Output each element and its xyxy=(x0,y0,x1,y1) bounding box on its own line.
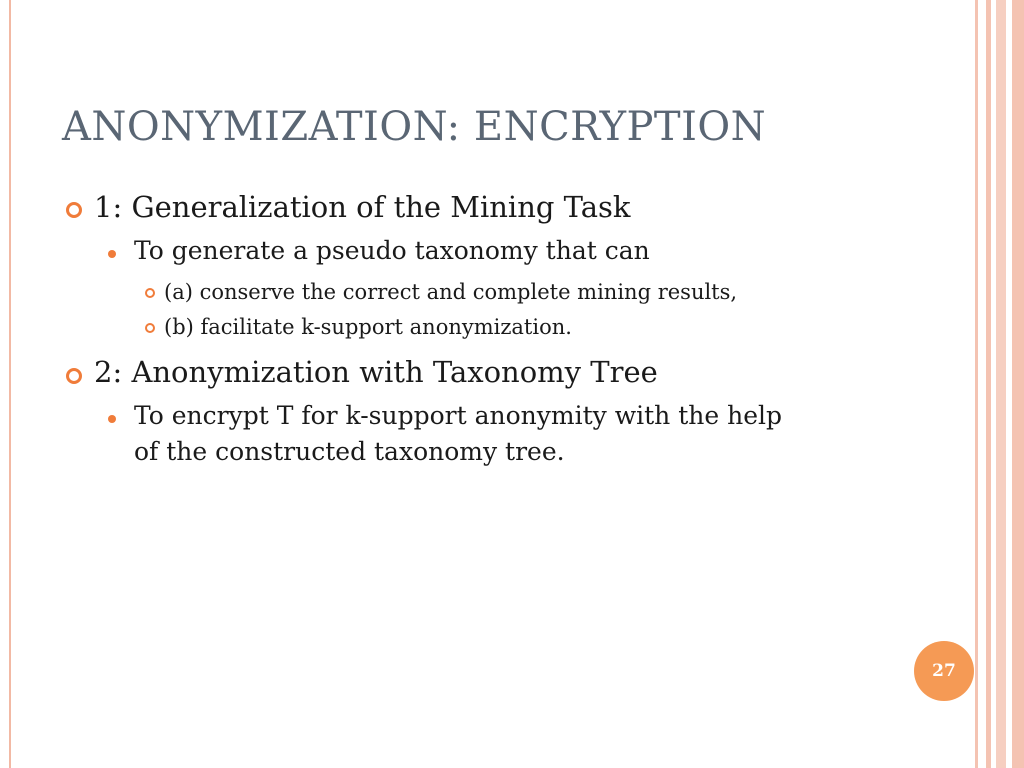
ring-bullet-icon xyxy=(66,202,82,218)
bullet-level3: (b) facilitate k-support anonymization. xyxy=(164,315,572,339)
dot-bullet-icon xyxy=(108,415,116,423)
bullet-level1: 2: Anonymization with Taxonomy Tree xyxy=(94,355,658,389)
page-number-badge xyxy=(914,641,974,701)
right-decor-stripe xyxy=(975,0,978,768)
bullet-level2: To encrypt T for k-support anonymity with the help xyxy=(134,401,782,430)
bullet-level3: (a) conserve the correct and complete mining results, xyxy=(164,280,738,304)
bullet-level1: 1: Generalization of the Mining Task xyxy=(94,190,631,224)
right-decor-stripe xyxy=(1012,0,1024,768)
dot-bullet-icon xyxy=(108,250,116,258)
left-border-line xyxy=(9,0,11,768)
ring-bullet-small-icon xyxy=(145,288,155,298)
bullet-level2: To generate a pseudo taxonomy that can xyxy=(134,236,650,265)
ring-bullet-icon xyxy=(66,368,82,384)
ring-bullet-small-icon xyxy=(145,323,155,333)
slide-title: ANONYMIZATION: ENCRYPTION xyxy=(62,104,767,150)
bullet-level2-continuation: of the constructed taxonomy tree. xyxy=(134,437,565,466)
right-decor-stripe xyxy=(996,0,1006,768)
right-decor-stripe xyxy=(986,0,991,768)
page-number: 27 xyxy=(932,661,956,681)
